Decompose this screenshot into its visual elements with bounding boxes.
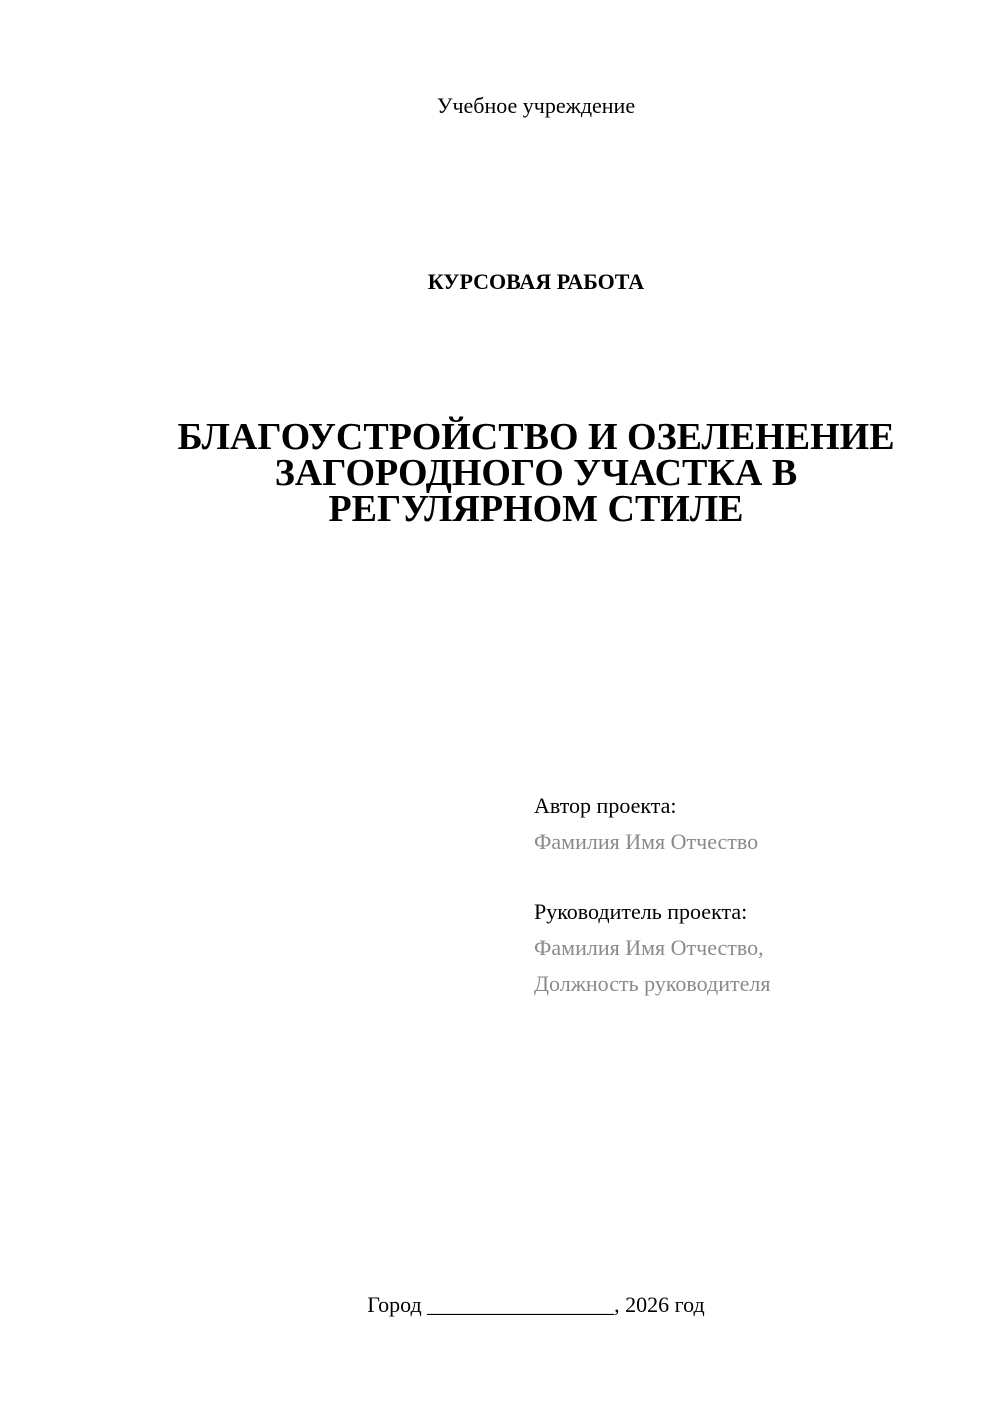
title-line: ЗАГОРОДНОГО УЧАСТКА В xyxy=(274,452,798,494)
title-line: РЕГУЛЯРНОМ СТИЛЕ xyxy=(328,488,744,530)
document-title xyxy=(0,416,1000,530)
city-year-line: Город _________________, 2026 год xyxy=(367,1292,705,1317)
spacer xyxy=(534,860,974,894)
supervisor-position: Должность руководителя xyxy=(534,971,771,996)
work-type-heading: КУРСОВАЯ РАБОТА xyxy=(427,269,645,294)
supervisor-label: Руководитель проекта: xyxy=(534,899,748,924)
title-line: БЛАГОУСТРОЙСТВО И ОЗЕЛЕНЕНИЕ xyxy=(177,416,895,458)
supervisor-name: Фамилия Имя Отчество, xyxy=(534,935,764,960)
institution-name: Учебное учреждение xyxy=(436,93,636,118)
author-label: Автор проекта: xyxy=(534,793,677,818)
credits-block xyxy=(534,788,974,1002)
author-name: Фамилия Имя Отчество xyxy=(534,829,759,854)
